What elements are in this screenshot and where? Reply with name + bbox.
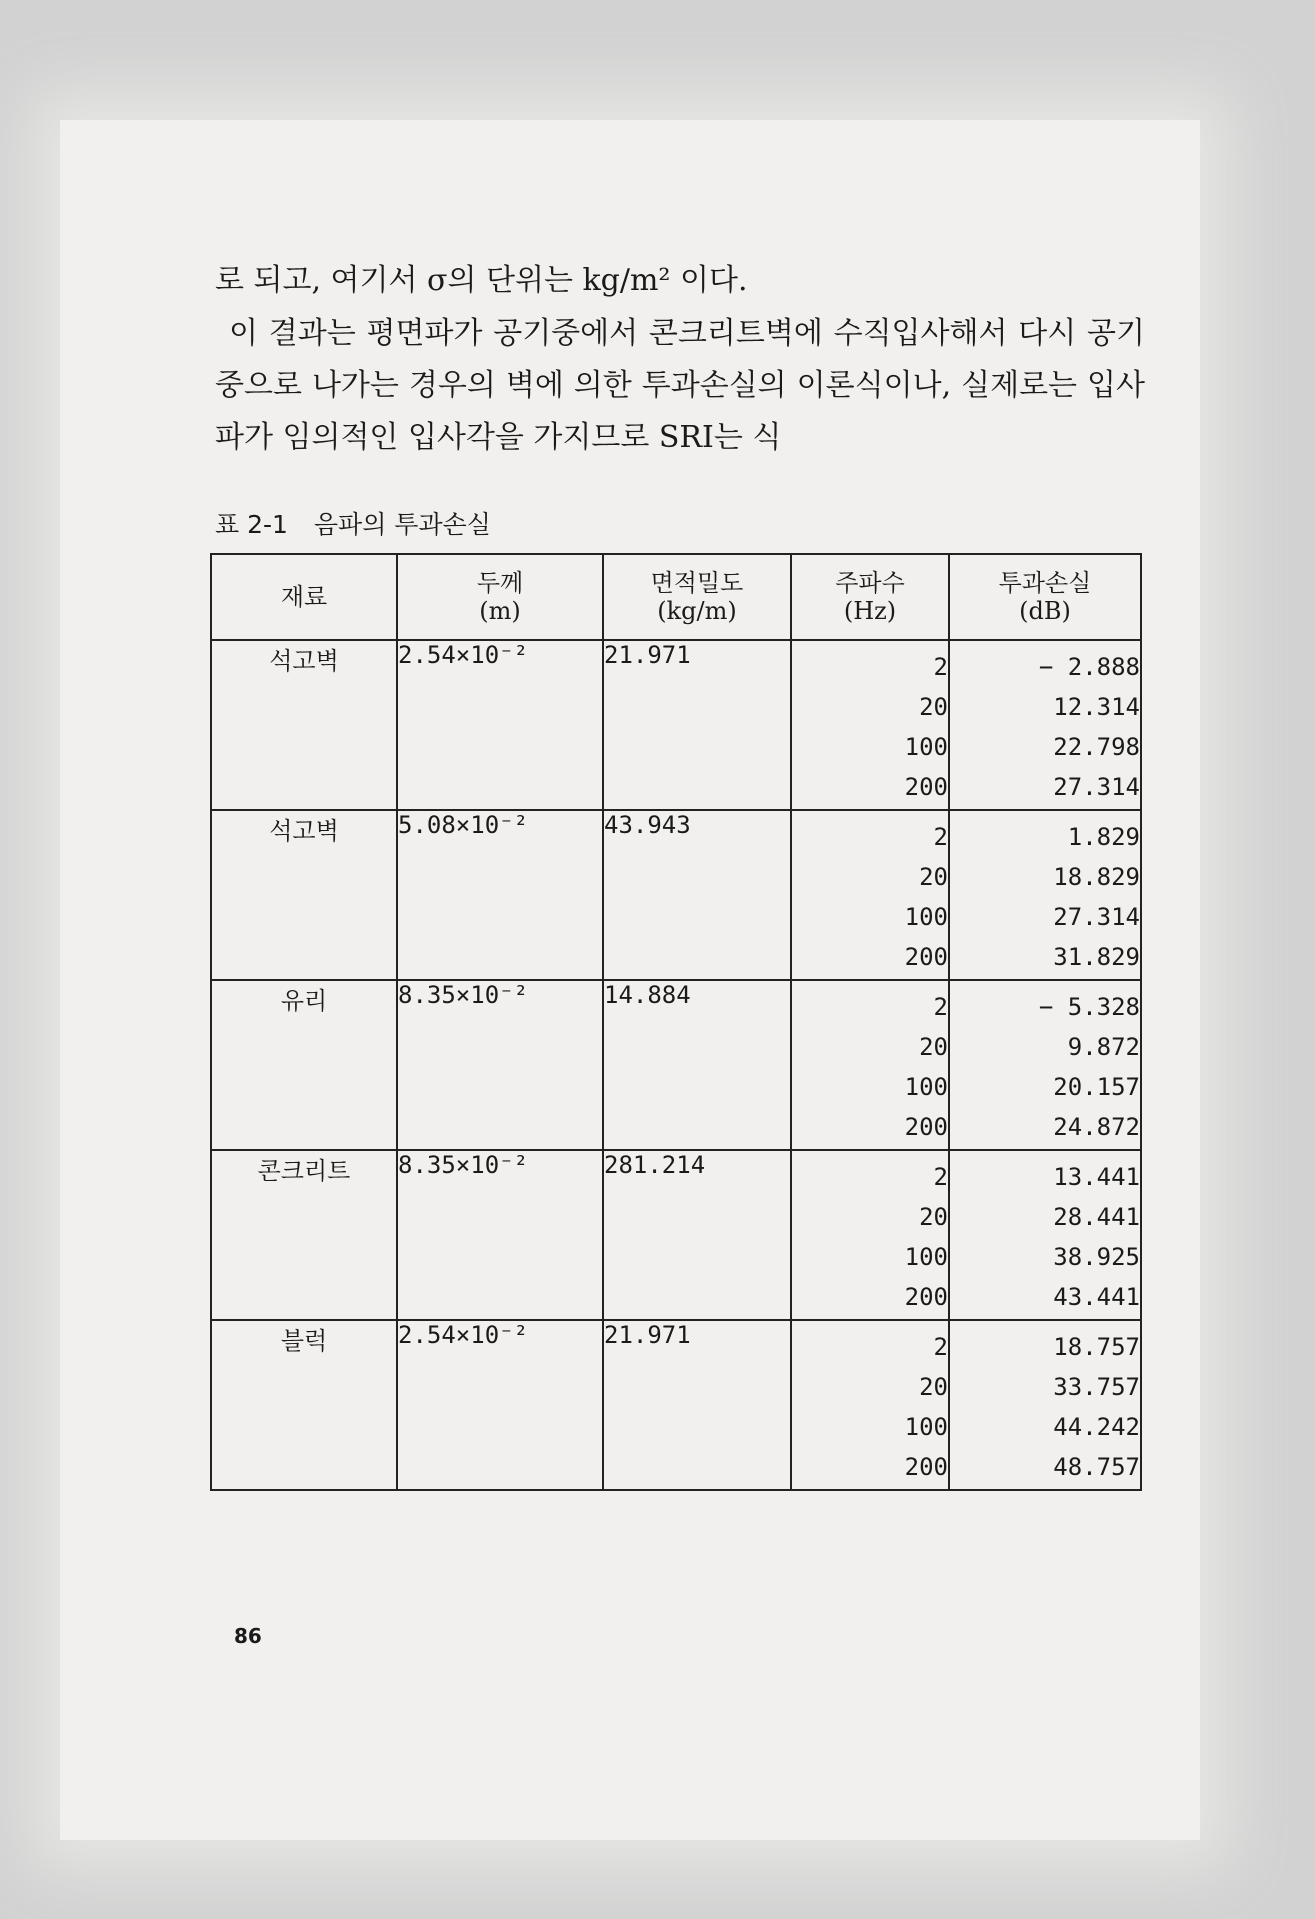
frequency-value: 20 [919, 693, 948, 721]
cell-density: 14.884 [603, 980, 791, 1150]
loss-value: 12.314 [1053, 693, 1140, 721]
cell-losses [949, 1150, 1141, 1320]
loss-value: 22.798 [1053, 733, 1140, 761]
frequency-value: 2 [933, 1333, 948, 1361]
frequency-value: 20 [919, 1033, 948, 1061]
loss-value: 20.157 [1053, 1073, 1140, 1101]
loss-value: 48.757 [1053, 1453, 1140, 1481]
cell-density: 21.971 [603, 640, 791, 810]
cell-losses [949, 1320, 1141, 1490]
header-thickness [397, 554, 603, 640]
loss-value: 18.829 [1053, 863, 1140, 891]
frequency-value: 2 [933, 1163, 948, 1191]
cell-frequencies [791, 810, 949, 980]
loss-value: 43.441 [1053, 1283, 1140, 1311]
frequency-value: 200 [904, 943, 948, 971]
cell-density: 21.971 [603, 1320, 791, 1490]
table-row [211, 1320, 1141, 1490]
frequency-value: 20 [919, 863, 948, 891]
header-material-label: 재료 [280, 583, 328, 611]
page-number: 86 [234, 1624, 262, 1648]
header-density-label: 면적밀도 [650, 569, 744, 597]
frequency-value: 100 [904, 1243, 948, 1271]
cell-material: 콘크리트 [211, 1150, 397, 1320]
header-loss [949, 554, 1141, 640]
header-thickness-label: 두께 [476, 569, 524, 597]
header-loss-label: 투과손실 [998, 569, 1092, 597]
body-paragraph-1: 로 되고, 여기서 σ의 단위는 kg/m² 이다. [215, 263, 748, 298]
cell-losses [949, 640, 1141, 810]
cell-density: 43.943 [603, 810, 791, 980]
table-header-row [211, 554, 1141, 640]
loss-value: 33.757 [1053, 1373, 1140, 1401]
header-loss-unit: (dB) [1019, 597, 1071, 625]
frequency-value: 100 [904, 733, 948, 761]
table-caption-number: 표 2-1 [215, 510, 288, 539]
frequency-value: 20 [919, 1203, 948, 1231]
frequency-value: 200 [904, 1113, 948, 1141]
cell-frequencies [791, 640, 949, 810]
frequency-value: 2 [933, 653, 948, 681]
cell-frequencies [791, 1320, 949, 1490]
cell-density: 281.214 [603, 1150, 791, 1320]
header-material [211, 554, 397, 640]
table-caption-title: 음파의 투과손실 [313, 510, 491, 539]
frequency-value: 200 [904, 1453, 948, 1481]
header-density-unit: (kg/m) [657, 597, 737, 625]
cell-thickness: 2.54×10⁻² [397, 1320, 603, 1490]
table-row [211, 640, 1141, 810]
cell-frequencies [791, 980, 949, 1150]
loss-value: 27.314 [1053, 903, 1140, 931]
loss-value: 18.757 [1053, 1333, 1140, 1361]
header-thickness-unit: (m) [479, 597, 521, 625]
frequency-value: 2 [933, 823, 948, 851]
cell-thickness: 5.08×10⁻² [397, 810, 603, 980]
table-row [211, 980, 1141, 1150]
loss-value: 1.829 [1067, 823, 1140, 851]
loss-value: 44.242 [1053, 1413, 1140, 1441]
frequency-value: 200 [904, 1283, 948, 1311]
header-frequency-label: 주파수 [835, 569, 905, 597]
frequency-value: 20 [919, 1373, 948, 1401]
loss-value: − 5.328 [1038, 993, 1140, 1021]
loss-value: 9.872 [1067, 1033, 1140, 1061]
header-frequency [791, 554, 949, 640]
cell-material: 블럭 [211, 1320, 397, 1490]
cell-thickness: 8.35×10⁻² [397, 1150, 603, 1320]
frequency-value: 2 [933, 993, 948, 1021]
body-paragraph-2: 이 결과는 평면파가 공기중에서 콘크리트벽에 수직입사해서 다시 공기중으로 나가는 경우의 벽에 의한 투과손실의 이론식이나, 실제로는 입사파가 임의적인 입사각을 가지므로 SRI는 식 [215, 316, 1145, 455]
cell-thickness: 8.35×10⁻² [397, 980, 603, 1150]
frequency-value: 100 [904, 1073, 948, 1101]
frequency-value: 100 [904, 1413, 948, 1441]
loss-value: 27.314 [1053, 773, 1140, 801]
frequency-value: 200 [904, 773, 948, 801]
cell-material: 석고벽 [211, 640, 397, 810]
loss-value: 38.925 [1053, 1243, 1140, 1271]
transmission-loss-table [210, 553, 1142, 1491]
table-caption [215, 505, 491, 541]
cell-losses [949, 980, 1141, 1150]
cell-frequencies [791, 1150, 949, 1320]
loss-value: − 2.888 [1038, 653, 1140, 681]
table-row [211, 810, 1141, 980]
table-body [211, 640, 1141, 1490]
loss-value: 28.441 [1053, 1203, 1140, 1231]
header-frequency-unit: (Hz) [843, 597, 897, 625]
cell-losses [949, 810, 1141, 980]
frequency-value: 100 [904, 903, 948, 931]
cell-material: 석고벽 [211, 810, 397, 980]
cell-material: 유리 [211, 980, 397, 1150]
loss-value: 13.441 [1053, 1163, 1140, 1191]
cell-thickness: 2.54×10⁻² [397, 640, 603, 810]
loss-value: 24.872 [1053, 1113, 1140, 1141]
loss-value: 31.829 [1053, 943, 1140, 971]
table-row [211, 1150, 1141, 1320]
header-density [603, 554, 791, 640]
